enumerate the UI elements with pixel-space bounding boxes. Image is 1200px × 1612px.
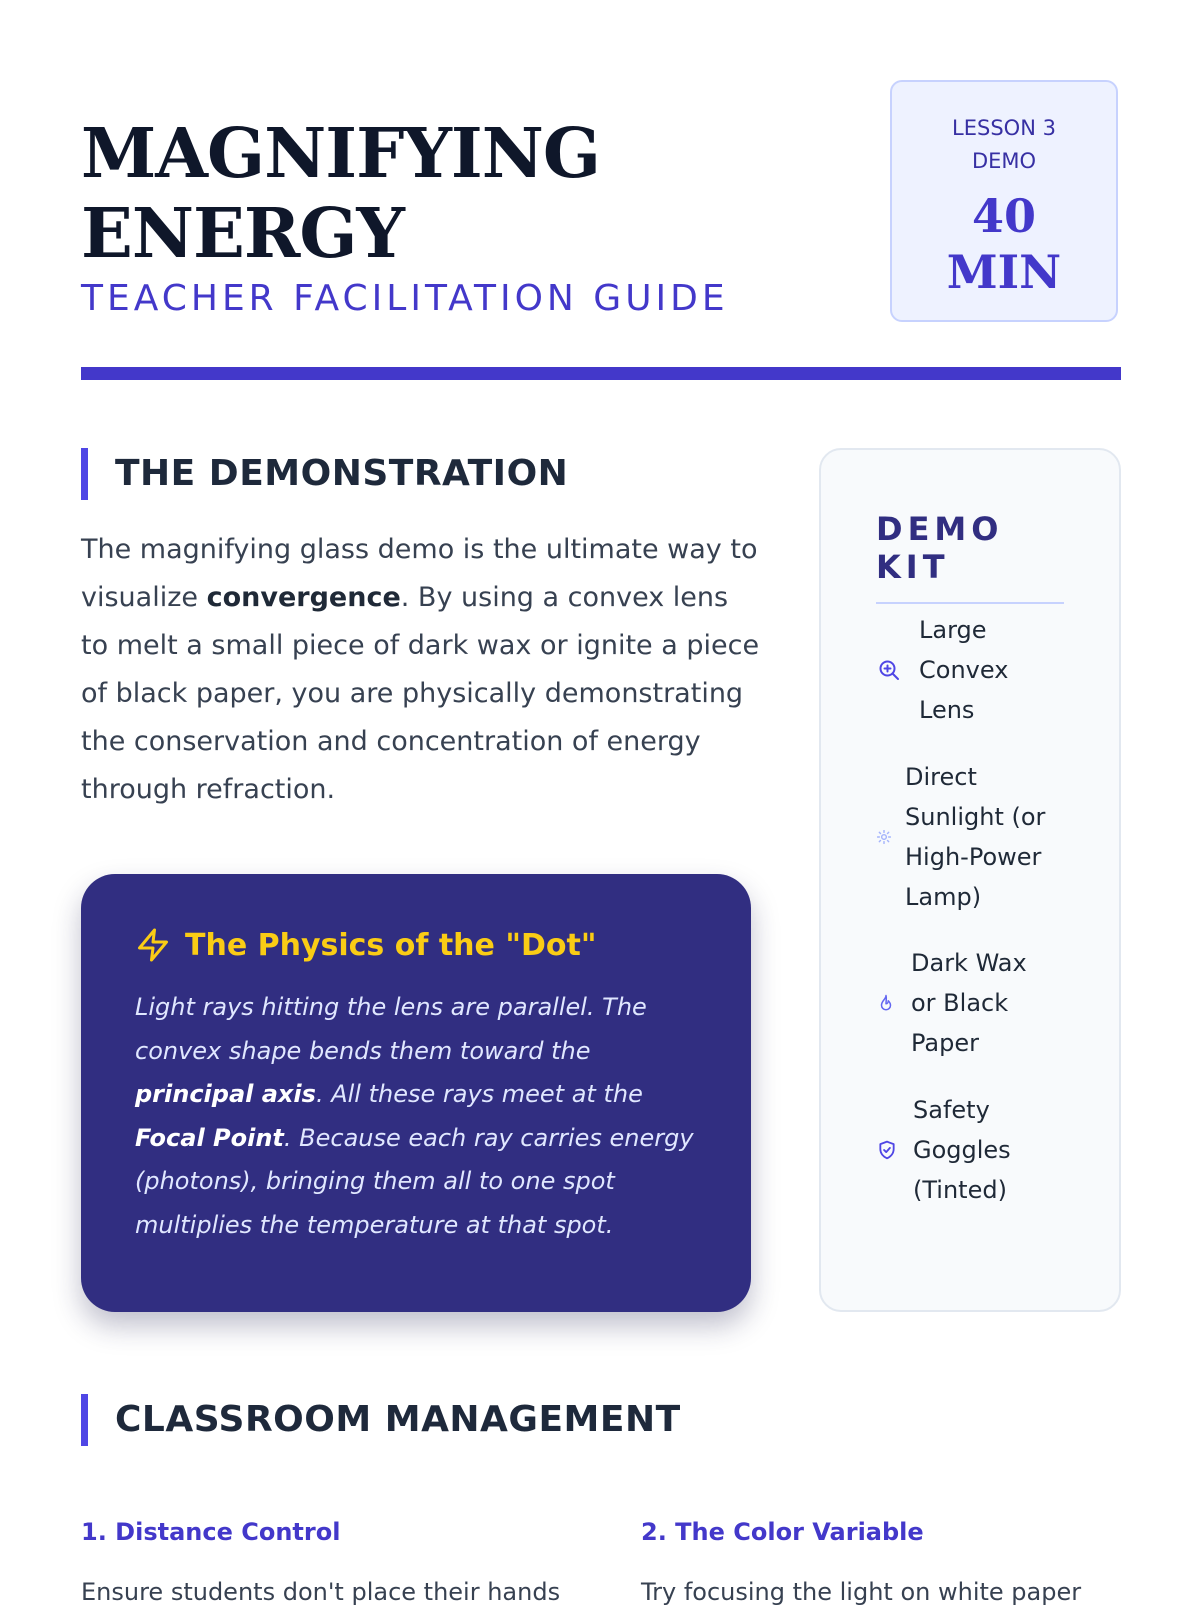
tip-text-color: Try focusing the light on white paper bbox=[641, 1578, 1082, 1606]
tip-text-distance: Ensure students don't place their hands bbox=[81, 1578, 561, 1606]
physics-heading-text: The Physics of the "Dot" bbox=[185, 927, 597, 963]
title-line-2: ENERGY bbox=[81, 194, 404, 274]
kit-item-line: Convex bbox=[919, 656, 1009, 684]
kit-item-target-material bbox=[877, 943, 1027, 1063]
demonstration-heading: THE DEMONSTRATION bbox=[81, 448, 568, 500]
kit-item-line: Direct bbox=[905, 763, 977, 791]
kit-item-light-source bbox=[877, 757, 1045, 917]
flame-icon bbox=[877, 993, 895, 1013]
physics-text-3: . Because each ray carries energy (photons), bringing them all to one spot multiplies the temperature at that spot. bbox=[135, 1123, 694, 1239]
kit-item-line: High-Power bbox=[905, 843, 1042, 871]
kit-item-line: Goggles bbox=[913, 1136, 1011, 1164]
intro-text-start: The magnifying glass demo is the ultimate way to visualize bbox=[81, 534, 758, 613]
page-title bbox=[81, 114, 841, 274]
kit-item-line: Safety bbox=[913, 1096, 990, 1124]
shield-icon bbox=[877, 1139, 897, 1161]
title-line-1: MAGNIFYING bbox=[81, 114, 600, 194]
lesson-badge bbox=[890, 80, 1118, 322]
kit-item-goggles bbox=[877, 1090, 1011, 1210]
badge-label-line-1: LESSON 3 bbox=[952, 116, 1056, 140]
kit-item-text bbox=[919, 610, 1008, 730]
kit-item-text bbox=[905, 757, 1045, 917]
physics-callout bbox=[81, 874, 751, 1312]
physics-heading bbox=[135, 926, 697, 964]
tip-title-color: 2. The Color Variable bbox=[641, 1518, 924, 1546]
badge-label bbox=[892, 112, 1116, 178]
badge-label-line-2: DEMO bbox=[971, 149, 1037, 173]
magnifier-icon bbox=[877, 658, 901, 682]
tip-title-distance: 1. Distance Control bbox=[81, 1518, 341, 1546]
lightning-icon bbox=[135, 926, 171, 964]
header-divider bbox=[81, 367, 1121, 380]
intro-text-end: . By using a convex lens to melt a small piece of dark wax or ignite a piece of black paper, you are physically demonstrating the conservation and concentration of energy through refraction. bbox=[81, 582, 760, 805]
demonstration-intro bbox=[81, 526, 761, 814]
classroom-heading: CLASSROOM MANAGEMENT bbox=[81, 1394, 681, 1446]
demo-kit-heading: DEMO KIT bbox=[876, 510, 1064, 604]
kit-item-line: (Tinted) bbox=[913, 1176, 1007, 1204]
physics-text-1: Light rays hitting the lens are parallel. The convex shape bends them toward the bbox=[135, 993, 647, 1065]
physics-body bbox=[135, 986, 697, 1247]
sun-icon bbox=[877, 830, 891, 844]
kit-item-line: Large bbox=[919, 616, 987, 644]
kit-item-line: Lens bbox=[919, 696, 975, 724]
kit-item-line: Dark Wax bbox=[911, 949, 1027, 977]
kit-item-text bbox=[911, 943, 1027, 1063]
kit-item-line: or Black bbox=[911, 989, 1009, 1017]
badge-duration bbox=[892, 188, 1116, 300]
badge-value-line-1: 40 bbox=[971, 189, 1036, 243]
badge-value-line-2: MIN bbox=[946, 245, 1062, 299]
page-subtitle: TEACHER FACILITATION GUIDE bbox=[81, 278, 729, 319]
kit-item-text bbox=[913, 1090, 1011, 1210]
physics-term-principal-axis: principal axis bbox=[135, 1080, 316, 1108]
kit-item-line: Paper bbox=[911, 1029, 979, 1057]
kit-item-line: Lamp) bbox=[905, 883, 982, 911]
physics-text-2: . All these rays meet at the bbox=[315, 1080, 643, 1108]
physics-term-focal-point: Focal Point bbox=[135, 1123, 284, 1152]
demo-kit-panel bbox=[819, 448, 1121, 1312]
kit-item-lens bbox=[877, 610, 1008, 730]
page-header bbox=[81, 80, 1121, 380]
kit-item-line: Sunlight (or bbox=[905, 803, 1046, 831]
intro-emphasis: convergence bbox=[206, 582, 401, 613]
